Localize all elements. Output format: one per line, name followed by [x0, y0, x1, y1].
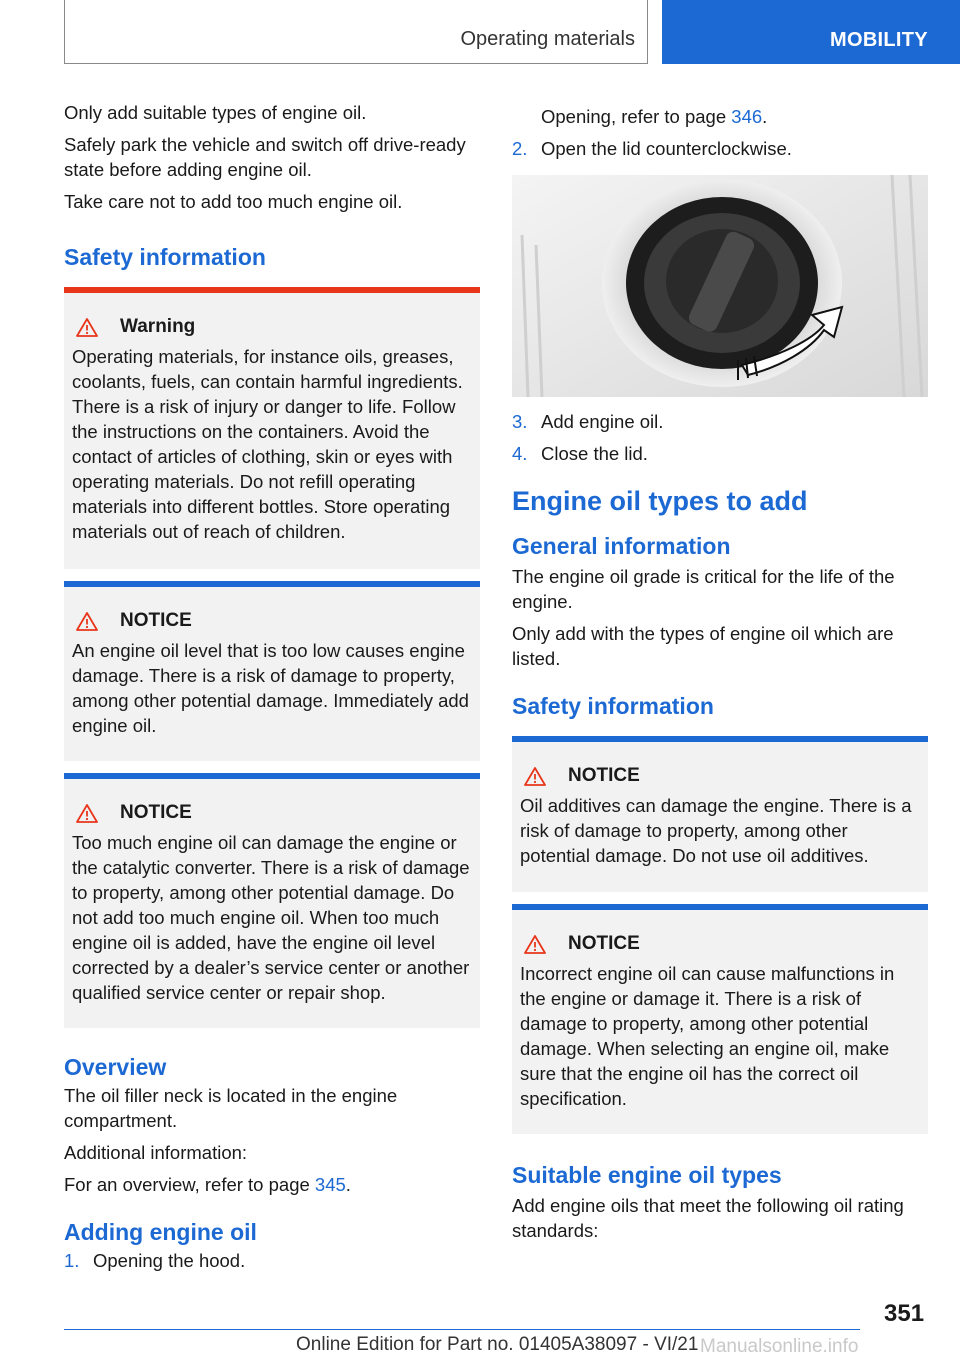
- step-2-text: Open the lid counterclockwise.: [541, 138, 792, 159]
- page-link-346[interactable]: 346: [731, 106, 763, 127]
- footer-divider: [64, 1329, 860, 1330]
- warning-triangle-icon: [76, 612, 98, 631]
- intro-paragraph-2: Safely park the vehicle and switch off drive-ready state before adding engine oil.: [64, 134, 466, 180]
- header-chapter-tab: [662, 0, 960, 64]
- notice-box-1: [64, 581, 480, 761]
- step-1-number: 1.: [64, 1250, 80, 1271]
- suitable-oil-heading: Suitable engine oil types: [512, 1162, 782, 1188]
- warning-title-text: Warning: [120, 316, 196, 337]
- step-2-number: 2.: [512, 138, 528, 159]
- safety-heading-right: Safety information: [512, 693, 714, 719]
- additional-info: Additional information:: [64, 1142, 248, 1163]
- page-number: 351: [884, 1300, 925, 1327]
- adding-oil-heading: Adding engine oil: [64, 1219, 257, 1245]
- notice-1-body: An engine oil level that is too low causes engine damage. There is a risk of damage to property, among other potential damage. Immediately add engine oil.: [72, 640, 469, 736]
- step-4: [512, 441, 928, 466]
- suitable-oil-text: Add engine oils that meet the following oil rating standards:: [512, 1195, 904, 1241]
- overview-heading: Overview: [64, 1054, 167, 1080]
- step-1-cont-prefix: Opening, refer to page: [541, 106, 732, 127]
- step-3-text: Add engine oil.: [541, 411, 664, 432]
- notice-box-2-title: [72, 801, 472, 825]
- watermark: Manualsonline.info: [700, 1336, 859, 1357]
- warning-triangle-icon: [76, 804, 98, 823]
- overview-ref-suffix: .: [345, 1174, 351, 1195]
- step-1-text: Opening the hood.: [93, 1250, 246, 1271]
- overview-reference: [64, 1172, 480, 1197]
- warning-body: Operating materials, for instance oils, greases, coolants, fuels, can contain harmful ingredients. There is a risk of injury or danger to life. Follow the instructions on the containers. Avoid the contact of articles of clothing, skin or eyes with operating materials. Do not refill operating materials into different bottles. Store operating materials out of reach of children.: [72, 346, 463, 542]
- left-column: [64, 100, 480, 1280]
- safety-heading-left: Safety information: [64, 244, 266, 270]
- header-chapter-title: MOBILITY: [830, 29, 928, 51]
- notice-box-1-title: [72, 609, 472, 633]
- general-paragraph-1: The engine oil grade is critical for the life of the engine.: [512, 566, 895, 612]
- notice-2-body: Too much engine oil can damage the engine or the catalytic converter. There is a risk of damage to property, among other potential damage. Do not add too much engine oil. When too much engine oil is added, have the engine oil level corrected by a dealer’s service center or another qualified service center or repair shop.: [72, 832, 470, 1003]
- notice-box-2: [64, 773, 480, 1028]
- notice-box-3-title: [520, 764, 920, 788]
- notice-box-3: [512, 736, 928, 892]
- general-paragraph-2: Only add with the types of engine oil which are listed.: [512, 623, 894, 669]
- oil-cap-illustration: [512, 175, 928, 397]
- step-3-number: 3.: [512, 411, 528, 432]
- overview-ref-prefix: For an overview, refer to page: [64, 1174, 315, 1195]
- step-4-text: Close the lid.: [541, 443, 648, 464]
- general-info-heading: General information: [512, 533, 731, 559]
- header-section-title: Operating materials: [460, 28, 635, 50]
- notice-box-4-title: [520, 932, 920, 956]
- step-1-cont-suffix: .: [762, 106, 768, 127]
- step-1: [64, 1248, 480, 1273]
- oil-types-heading: Engine oil types to add: [512, 486, 808, 516]
- step-4-number: 4.: [512, 443, 528, 464]
- notice-box-4: [512, 904, 928, 1134]
- warning-triangle-icon: [524, 767, 546, 786]
- notice-3-title-text: NOTICE: [568, 765, 640, 786]
- warning-triangle-icon: [76, 318, 98, 337]
- overview-text: The oil filler neck is located in the engine compartment.: [64, 1085, 398, 1131]
- warning-box: [64, 287, 480, 569]
- footer-edition: Online Edition for Part no. 01405A38097 - VI/21: [296, 1334, 699, 1355]
- header-section-tab: [64, 0, 648, 64]
- step-1-continued: [512, 104, 928, 129]
- intro-paragraph-3: Take care not to add too much engine oil.: [64, 191, 403, 212]
- notice-4-body: Incorrect engine oil can cause malfunctions in the engine or damage it. There is a risk of damage to property, among other potential damage. When selecting an engine oil, make sure that the engine oil has the correct oil specification.: [520, 963, 895, 1109]
- page-link-345[interactable]: 345: [314, 1174, 346, 1195]
- oil-filler-cap-photo: [512, 175, 928, 397]
- step-3: [512, 409, 928, 434]
- step-2: [512, 136, 928, 161]
- right-column: [512, 104, 928, 1250]
- notice-2-title-text: NOTICE: [120, 802, 192, 823]
- notice-3-body: Oil additives can damage the engine. There is a risk of damage to property, among other potential damage. Do not use oil additives.: [520, 795, 912, 866]
- intro-paragraph-1: Only add suitable types of engine oil.: [64, 102, 367, 123]
- notice-4-title-text: NOTICE: [568, 933, 640, 954]
- warning-triangle-icon: [524, 935, 546, 954]
- warning-box-title: [72, 315, 472, 339]
- notice-1-title-text: NOTICE: [120, 610, 192, 631]
